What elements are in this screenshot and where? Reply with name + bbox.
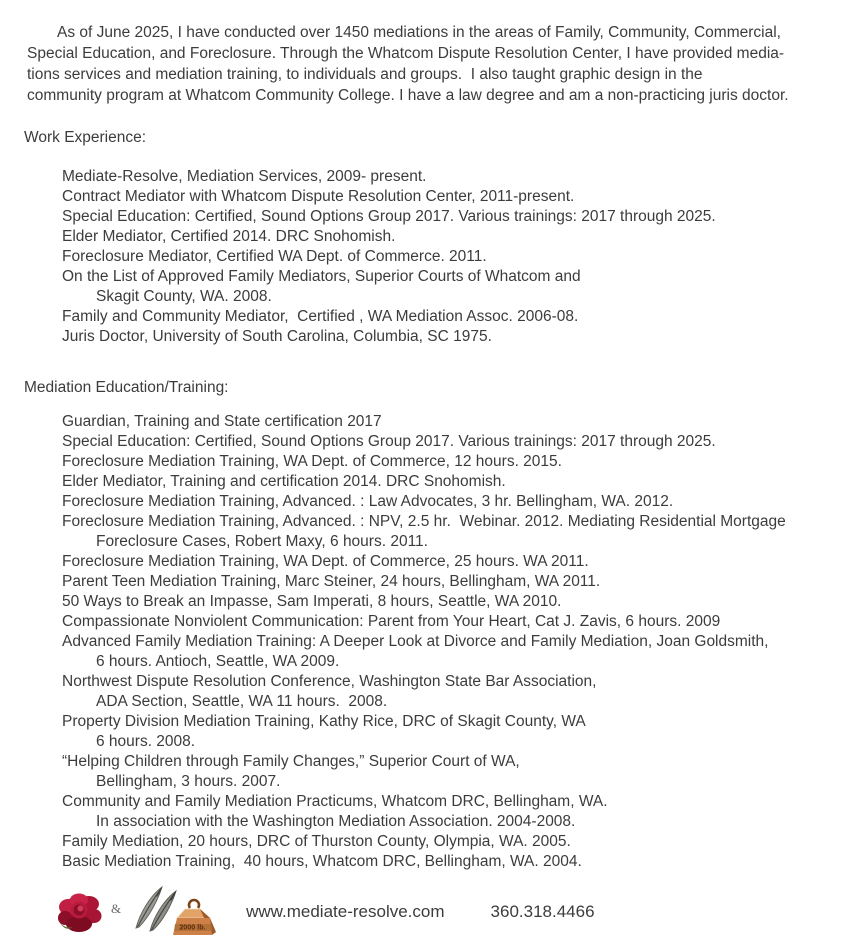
intro-paragraph: [27, 22, 866, 106]
list-item: Contract Mediator with Whatcom Dispute Resolution Center, 2011-present.: [62, 188, 575, 205]
list-item: Basic Mediation Training, 40 hours, Whatcom DRC, Bellingham, WA. 2004.: [62, 853, 582, 870]
feather-quills-icon: [130, 883, 188, 933]
intro-line: tions services and mediation training, to individuals and groups. I also taught graphic design in the: [27, 66, 703, 83]
list-item: 50 Ways to Break an Impasse, Sam Imperati, 8 hours, Seattle, WA 2010.: [62, 593, 562, 610]
list-item: Foreclosure Mediation Training, WA Dept. of Commerce, 25 hours. WA 2011.: [62, 553, 589, 570]
item-list: [0, 167, 866, 347]
section-heading: Work Experience:: [24, 129, 147, 146]
list-item: Foreclosure Mediation Training, WA Dept. of Commerce, 12 hours. 2015.: [62, 453, 562, 470]
list-item: Foreclosure Mediator, Certified WA Dept. of Commerce. 2011.: [62, 248, 487, 265]
section-heading: Mediation Education/Training:: [24, 379, 229, 396]
intro-line: Special Education, and Foreclosure. Through the Whatcom Dispute Resolution Center, I have provided media-: [27, 45, 785, 62]
weight-label: 2000 lb.: [179, 922, 206, 932]
list-item: Advanced Family Mediation Training: A Deeper Look at Divorce and Family Mediation, Joan Goldsmith,: [62, 633, 769, 650]
list-item: ADA Section, Seattle, WA 11 hours. 2008.: [96, 693, 388, 710]
list-item: Elder Mediator, Training and certification 2014. DRC Snohomish.: [62, 473, 506, 490]
list-item: On the List of Approved Family Mediators, Superior Courts of Whatcom and: [62, 268, 581, 285]
list-item: Foreclosure Cases, Robert Maxy, 6 hours. 2011.: [96, 533, 428, 550]
rose-icon: [58, 891, 102, 933]
list-item: In association with the Washington Mediation Association. 2004-2008.: [96, 813, 576, 830]
list-item: Family Mediation, 20 hours, DRC of Thurston County, Olympia, WA. 2005.: [62, 833, 571, 850]
section-education-training: [0, 377, 866, 872]
list-item: Foreclosure Mediation Training, Advanced. : Law Advocates, 3 hr. Bellingham, WA. 2012.: [62, 493, 674, 510]
ampersand-text: &: [111, 901, 122, 916]
list-item: Family and Community Mediator, Certified , WA Mediation Assoc. 2006-08.: [62, 308, 579, 325]
list-item: Property Division Mediation Training, Kathy Rice, DRC of Skagit County, WA: [62, 713, 586, 730]
list-item: Community and Family Mediation Practicums, Whatcom DRC, Bellingham, WA.: [62, 793, 608, 810]
list-item: Northwest Dispute Resolution Conference, Washington State Bar Association,: [62, 673, 597, 690]
list-item: Skagit County, WA. 2008.: [96, 288, 272, 305]
website-text: www.mediate-resolve.com: [246, 902, 445, 921]
list-item: Foreclosure Mediation Training, Advanced. : NPV, 2.5 hr. Webinar. 2012. Mediating Residential Mortgage: [62, 513, 786, 530]
section-work-experience: [0, 127, 866, 347]
list-item: Guardian, Training and State certification 2017: [62, 413, 382, 430]
intro-line: As of June 2025, I have conducted over 1450 mediations in the areas of Family, Community, Commercial,: [57, 24, 781, 41]
list-item: Juris Doctor, University of South Carolina, Columbia, SC 1975.: [62, 328, 492, 345]
footer: [58, 884, 866, 940]
phone-text: 360.318.4466: [490, 902, 595, 921]
list-item: Compassionate Nonviolent Communication: Parent from Your Heart, Cat J. Zavis, 6 hours. 2009: [62, 613, 721, 630]
item-list: [0, 412, 866, 872]
list-item: Special Education: Certified, Sound Options Group 2017. Various trainings: 2017 through 2025.: [62, 208, 716, 225]
list-item: Mediate-Resolve, Mediation Services, 2009- present.: [62, 168, 427, 185]
sections: [0, 127, 866, 872]
list-item: Bellingham, 3 hours. 2007.: [96, 773, 281, 790]
list-item: “Helping Children through Family Changes,” Superior Court of WA,: [62, 753, 520, 770]
list-item: Elder Mediator, Certified 2014. DRC Snohomish.: [62, 228, 396, 245]
list-item: 6 hours. 2008.: [96, 733, 196, 750]
intro-line: community program at Whatcom Community College. I have a law degree and am a non-practicing juris doctor.: [27, 87, 789, 104]
list-item: Parent Teen Mediation Training, Marc Steiner, 24 hours, Bellingham, WA 2011.: [62, 573, 601, 590]
list-item: Special Education: Certified, Sound Options Group 2017. Various trainings: 2017 through 2025.: [62, 433, 716, 450]
list-item: 6 hours. Antioch, Seattle, WA 2009.: [96, 653, 340, 670]
